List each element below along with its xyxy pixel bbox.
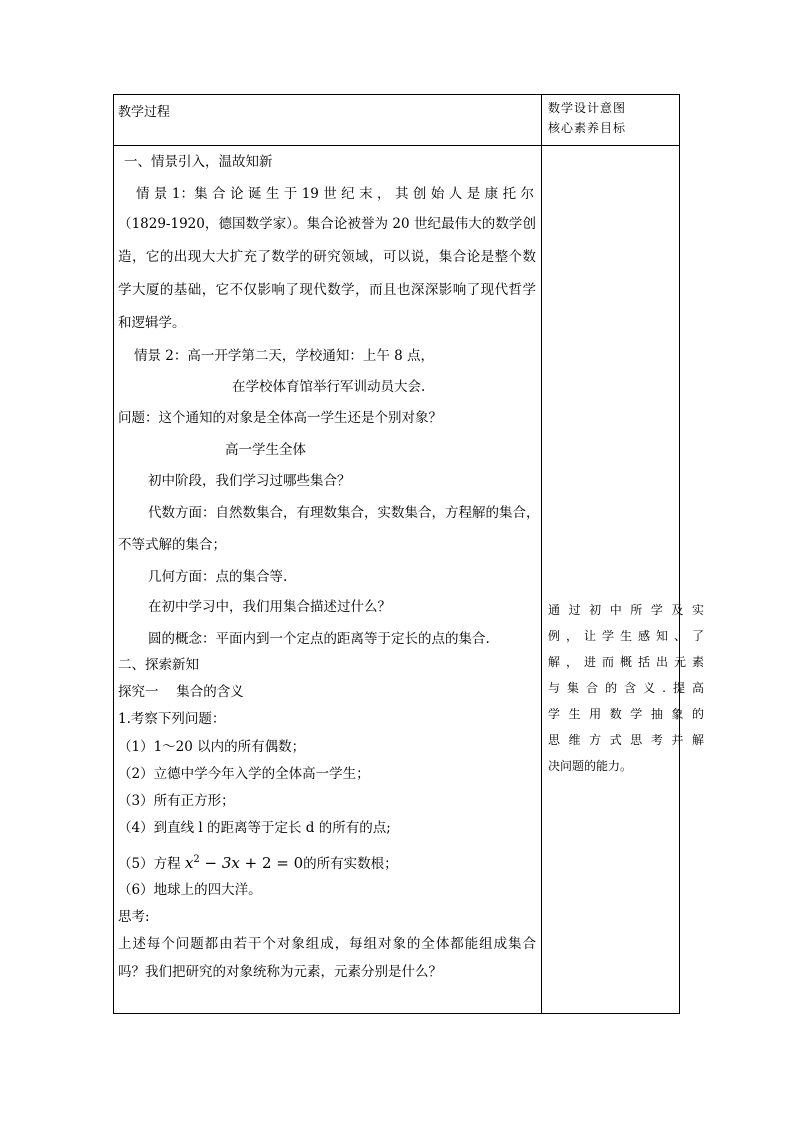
scene1-line1: 情 景 1：集 合 论 诞 生 于 19 世 纪 末 ， 其 创 始 人 是 康 托 尔	[136, 186, 534, 202]
column-divider	[541, 95, 542, 1013]
lesson-table	[113, 94, 704, 1014]
think-label: 思考:	[118, 909, 150, 925]
think-line2: 吗？我们把研究的对象统称为元素，元素分别是什么？	[118, 964, 442, 980]
item-6: （6）地球上的四大洋。	[118, 882, 262, 898]
note-line4: 与集合的含义.提高	[548, 681, 704, 695]
header-divider	[114, 145, 679, 146]
question-3: 在初中学习中，我们用集合描述过什么？	[148, 599, 391, 615]
scene1-line4: 学大厦的基础，它不仅影响了现代数学，而且也深深影响了现代哲学	[118, 282, 536, 298]
circle-definition: 圆的概念：平面内到一个定点的距离等于定长的点的集合.	[148, 631, 490, 647]
algebra-line1: 代数方面：自然数集合，有理数集合，实数集合，方程解的集合，	[148, 505, 540, 521]
note-line3: 解，进而概括出元素	[548, 655, 704, 669]
answer: 高一学生全体	[225, 442, 306, 458]
item-4: （4）到直线 l 的距离等于定长 d 的所有的点;	[118, 820, 391, 836]
item-5-suffix: 的所有实数根；	[303, 856, 398, 872]
note-line7: 决问题的能力。	[548, 759, 633, 773]
question-2: 初中阶段，我们学习过哪些集合？	[148, 473, 351, 489]
note-line2: 例，让学生感知、了	[548, 629, 704, 643]
explore-one-title: 探究一 集合的含义	[118, 684, 244, 700]
header-design-intent	[548, 98, 626, 138]
item-5-prefix: （5）方程	[118, 856, 185, 872]
question: 问题：这个通知的对象是全体高一学生还是个别对象？	[118, 410, 442, 426]
item-5	[118, 851, 536, 873]
scene2-line2: 在学校体育馆举行军训动员大会.	[232, 379, 426, 395]
think-line1: 上述每个问题都由若干个对象组成，每组对象的全体都能组成集合	[118, 936, 536, 952]
quadratic-equation: $x^2 - 3x + 2 = 0$	[184, 854, 304, 872]
section1-title: 一、情景引入，温故知新	[124, 154, 273, 170]
geometry: 几何方面：点的集合等.	[148, 569, 288, 585]
algebra-line2: 不等式解的集合；	[118, 537, 226, 553]
header-teaching-process: 教学过程	[118, 105, 171, 120]
observe-prompt: 1.考察下列问题：	[118, 711, 226, 727]
header-design-intent-line2: 核心素养目标	[548, 121, 627, 135]
item-1: （1）1～20 以内的所有偶数；	[118, 739, 306, 755]
item-2: （2）立德中学今年入学的全体高一学生；	[118, 766, 370, 782]
scene1-line3: 造，它的出现大大扩充了数学的研究领域，可以说，集合论是整个数	[118, 249, 536, 265]
note-line5: 学生用数学抽象的	[548, 707, 704, 721]
section2-title: 二、探索新知	[118, 657, 199, 673]
design-intent-note	[548, 597, 704, 779]
header-design-intent-line1: 数学设计意图	[548, 101, 627, 115]
note-line6: 思维方式思考并解	[548, 733, 704, 747]
scene1-line5: 和逻辑学。	[118, 315, 186, 331]
item-3: （3）所有正方形；	[118, 793, 235, 809]
scene2-line1: 情景 2：高一开学第二天，学校通知：上午 8 点，	[134, 348, 435, 364]
note-line1: 通过初中所学及实	[548, 603, 704, 617]
scene1-line2: （1829-1920，德国数学家）。集合论被誉为 20 世纪最伟大的数学创	[118, 216, 536, 232]
